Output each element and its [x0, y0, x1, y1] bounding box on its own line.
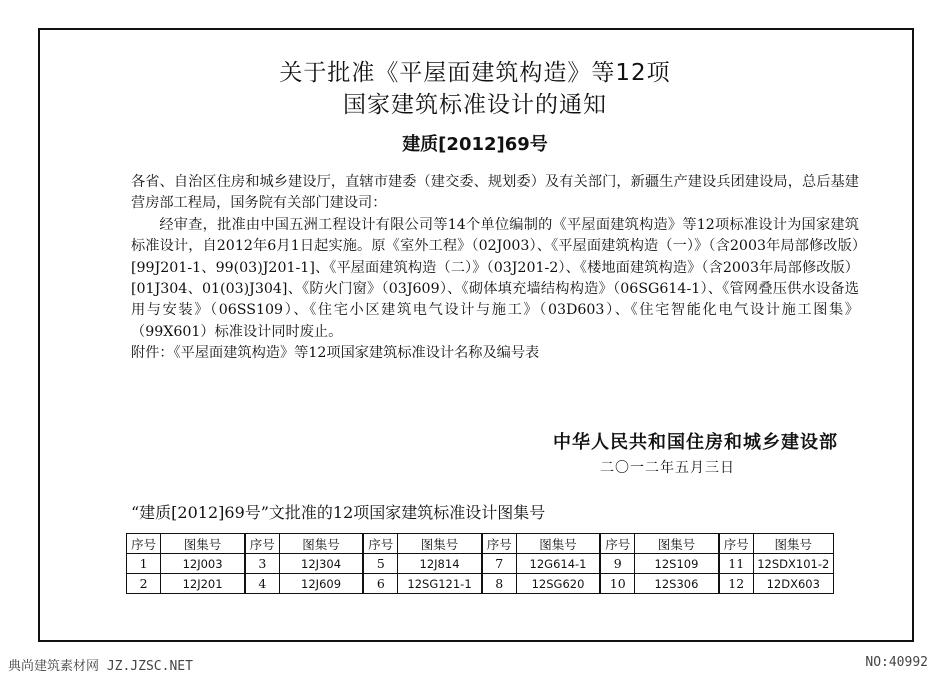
cell-code: 12SG620	[516, 574, 600, 594]
cell-no: 5	[363, 554, 397, 574]
cell-code: 12J609	[279, 574, 363, 594]
cell-no: 6	[363, 574, 397, 594]
notice-title-line2: 国家建筑标准设计的通知	[343, 92, 607, 118]
watermark-site: 典尚建筑素材网 JZ.JZSC.NET	[8, 659, 193, 674]
cell-no: 4	[245, 574, 279, 594]
table-row	[127, 574, 834, 594]
header-no: 序号	[245, 534, 279, 554]
header-code: 图集号	[516, 534, 600, 554]
notice-title-line1: 关于批准《平屋面建筑构造》等12项	[279, 60, 671, 86]
cell-no: 11	[719, 554, 753, 574]
atlas-number-table	[126, 533, 834, 594]
header-code: 图集号	[753, 534, 833, 554]
header-no: 序号	[482, 534, 516, 554]
cell-no: 10	[600, 574, 634, 594]
cell-code: 12J304	[279, 554, 363, 574]
cell-code: 12S306	[635, 574, 719, 594]
table-header-row	[127, 534, 834, 554]
addressee-paragraph: 各省、自治区住房和城乡建设厅，直辖市建委（建交委、规划委）及有关部门，新疆生产建设兵团建设局，总后基建营房部工程局，国务院有关部门建设司：	[131, 174, 859, 212]
header-code: 图集号	[161, 534, 245, 554]
header-code: 图集号	[279, 534, 363, 554]
cell-code: 12DX603	[753, 574, 833, 594]
cell-no: 3	[245, 554, 279, 574]
header-no: 序号	[363, 534, 397, 554]
attachment-line: 附件：《平屋面建筑构造》等12项国家建筑标准设计名称及编号表	[131, 345, 540, 362]
cell-no: 2	[127, 574, 161, 594]
cell-no: 12	[719, 574, 753, 594]
header-no: 序号	[600, 534, 634, 554]
cell-code: 12S109	[635, 554, 719, 574]
watermark-number: NO:40992	[865, 655, 928, 670]
cell-code: 12J814	[398, 554, 482, 574]
cell-code: 12SG121-1	[398, 574, 482, 594]
cell-no: 9	[600, 554, 634, 574]
header-code: 图集号	[398, 534, 482, 554]
cell-no: 8	[482, 574, 516, 594]
header-no: 序号	[127, 534, 161, 554]
issuer-signature: 中华人民共和国住房和城乡建设部	[553, 432, 838, 453]
table-row	[127, 554, 834, 574]
cell-code: 12J003	[161, 554, 245, 574]
header-code: 图集号	[635, 534, 719, 554]
notice-body	[131, 172, 859, 365]
cell-code: 12G614-1	[516, 554, 600, 574]
cell-no: 1	[127, 554, 161, 574]
table-caption: “建质[2012]69号”文批准的12项国家建筑标准设计图集号	[131, 503, 546, 522]
issue-date: 二〇一二年五月三日	[600, 460, 735, 476]
cell-code: 12J201	[161, 574, 245, 594]
cell-no: 7	[482, 554, 516, 574]
document-number: 建质[2012]69号	[402, 134, 548, 155]
main-paragraph: 经审查，批准由中国五洲工程设计有限公司等14个单位编制的《平屋面建筑构造》等12项标准设计为国家建筑标准设计，自2012年6月1日起实施。原《室外工程》（02J003）、《平屋面建筑构造（一）》（含2003年局部修改版）[99J201-1、99(03)J201-1]、《平屋面建筑构造（二）》（03J201-2）、《楼地面建筑构造》（含2003年局部修改版）[01J304、01(03)J304]、《防火门窗》（03J609）、《砌体填充墙结构构造》（06SG614-1）、《管网叠压供水设备选用与安装》（06SS109）、《住宅小区建筑电气设计与施工》（03D603）、《住宅智能化电气设计施工图集》（99X601）标准设计同时废止。	[131, 216, 859, 340]
header-no: 序号	[719, 534, 753, 554]
cell-code: 12SDX101-2	[753, 554, 833, 574]
